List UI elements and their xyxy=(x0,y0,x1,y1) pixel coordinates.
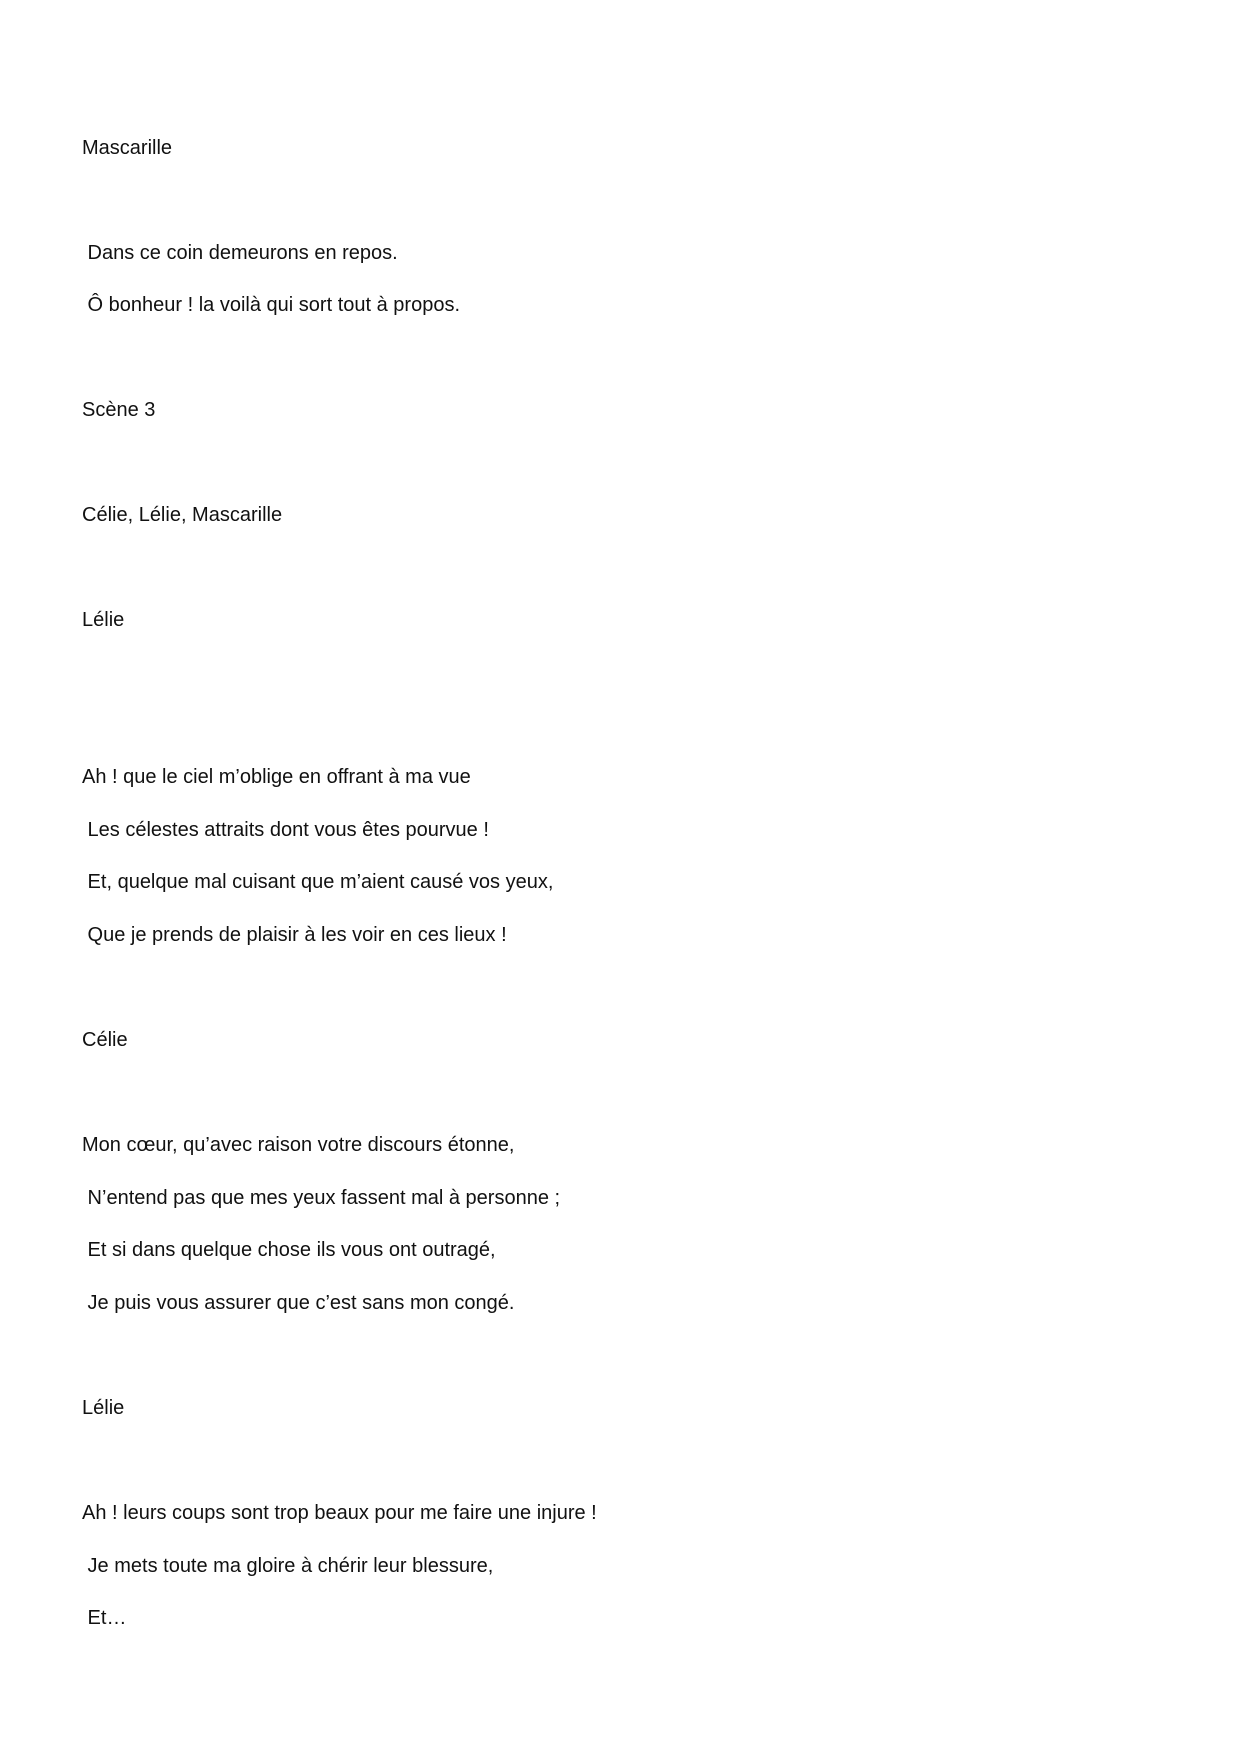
speaker-name: Lélie xyxy=(82,609,125,631)
speaker-name: Lélie xyxy=(82,1397,125,1419)
verse-line: Je puis vous assurer que c’est sans mon congé. xyxy=(82,1292,515,1314)
verse-line: Dans ce coin demeurons en repos. xyxy=(82,242,398,264)
verse-line: N’entend pas que mes yeux fassent mal à personne ; xyxy=(82,1187,561,1209)
verse-line: Que je prends de plaisir à les voir en ces lieux ! xyxy=(82,924,507,946)
character-list: Célie, Lélie, Mascarille xyxy=(82,504,283,526)
verse-line: Les célestes attraits dont vous êtes pourvue ! xyxy=(82,819,489,841)
verse-line: Ô bonheur ! la voilà qui sort tout à propos. xyxy=(82,294,460,316)
verse-line: Et si dans quelque chose ils vous ont outragé, xyxy=(82,1239,496,1261)
verse-line: Et… xyxy=(82,1607,127,1629)
verse-line: Je mets toute ma gloire à chérir leur blessure, xyxy=(82,1555,494,1577)
speaker-name: Célie xyxy=(82,1029,128,1051)
verse-line: Et, quelque mal cuisant que m’aient causé vos yeux, xyxy=(82,871,554,893)
scene-heading: Scène 3 xyxy=(82,399,156,421)
verse-line: Mon cœur, qu’avec raison votre discours étonne, xyxy=(82,1134,515,1156)
speaker-name: Mascarille xyxy=(82,137,173,159)
verse-line: Ah ! leurs coups sont trop beaux pour me faire une injure ! xyxy=(82,1502,597,1524)
verse-line: Ah ! que le ciel m’oblige en offrant à ma vue xyxy=(82,766,471,788)
